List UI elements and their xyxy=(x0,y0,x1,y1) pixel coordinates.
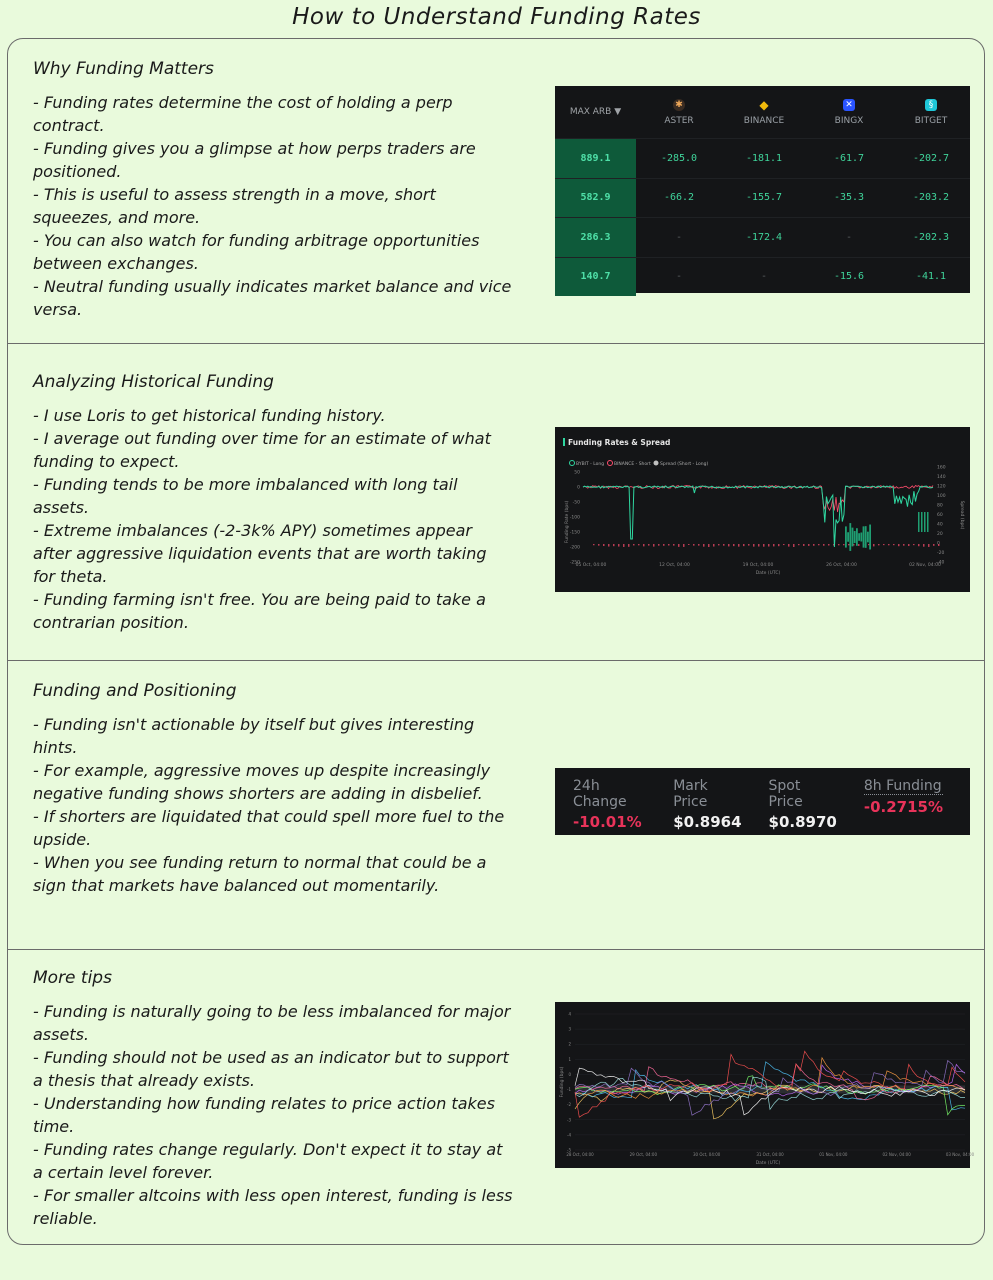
x-tick-label: 02 Nov, 04:00 xyxy=(882,1152,911,1157)
y2-tick-label: -20 xyxy=(937,551,945,556)
y-tick-label: -200 xyxy=(569,545,580,551)
stat-24h-change xyxy=(573,778,646,831)
funding-cell: -61.7 xyxy=(806,138,892,178)
y-tick-label: -4 xyxy=(567,1132,571,1138)
spread-bar xyxy=(818,544,820,545)
stat-label: Spot Price xyxy=(768,778,803,810)
x-tick-label: 28 Oct, 04:00 xyxy=(566,1152,594,1157)
x-tick-label: 05 Oct, 04:00 xyxy=(575,563,607,568)
legend-spread: Spread (Short - Long) xyxy=(660,462,709,467)
x-tick-label: 12 Oct, 04:00 xyxy=(659,563,690,568)
spread-bar xyxy=(658,544,660,546)
bullet: - Funding rates change regularly. Don't expect it to stay at a certain level forever. xyxy=(33,1140,503,1182)
x-axis-ticks xyxy=(566,1152,974,1157)
spread-bar xyxy=(618,544,620,547)
y-axis-label: Funding (bps) xyxy=(560,1066,565,1098)
x-tick-label: 19 Oct, 04:00 xyxy=(742,563,774,568)
stat-label: Mark Price xyxy=(673,778,708,810)
max-arb-cell: 140.7 xyxy=(555,257,636,297)
y-axis-ticks xyxy=(570,470,580,566)
aster-icon: ✱ xyxy=(673,99,685,111)
spread-bar xyxy=(856,528,858,546)
multi-funding-chart-panel xyxy=(555,1002,975,1168)
spread-bar xyxy=(923,544,925,547)
spread-bar xyxy=(828,544,830,546)
spread-bar xyxy=(860,533,862,542)
funding-chart-panel xyxy=(555,427,970,592)
section-more-tips xyxy=(8,949,984,1246)
spread-bar xyxy=(793,544,795,547)
funding-cell: -181.1 xyxy=(722,138,806,178)
y-tick-label: -5 xyxy=(567,1147,571,1153)
spread-bar xyxy=(893,544,895,545)
bullet: - If shorters are liquidated that could spell more fuel to the upside. xyxy=(33,807,505,849)
bullet: - For example, aggressive moves up despite increasingly negative funding shows shorters are adding in disbelief. xyxy=(33,761,491,803)
max-arb-cell: 582.9 xyxy=(555,178,636,218)
spread-bar xyxy=(863,526,865,547)
bullet: - Extreme imbalances (-2-3k% APY) sometimes appear after aggressive liquidation events that are worth taking for theta. xyxy=(33,521,487,586)
y2-tick-label: 80 xyxy=(937,503,943,509)
x-tick-label: 03 Nov, 04:00 xyxy=(945,1152,975,1157)
y-tick-label: 0 xyxy=(568,1071,571,1077)
bullet: - Neutral funding usually indicates market balance and vice versa. xyxy=(33,277,512,319)
spread-bar xyxy=(888,544,890,545)
spread-bars xyxy=(593,512,940,551)
y-tick-label: 0 xyxy=(577,485,580,491)
funding-cell: -41.1 xyxy=(892,257,970,297)
funding-cell: -285.0 xyxy=(636,138,722,178)
funding-series-lines xyxy=(575,1051,965,1119)
spread-bar xyxy=(918,512,920,532)
x-axis-ticks xyxy=(576,562,941,568)
max-arb-header[interactable]: MAX ARB ▼ xyxy=(569,107,622,117)
y-tick-label: 50 xyxy=(574,470,580,476)
chart-legend xyxy=(570,461,709,468)
section-heading: Analyzing Historical Funding xyxy=(33,372,274,392)
section-body xyxy=(33,404,513,634)
spread-bar xyxy=(698,544,700,546)
exchange-header-bitget xyxy=(892,86,970,138)
spread-bar xyxy=(723,544,725,546)
content-card xyxy=(7,38,985,1245)
y-tick-label: -250 xyxy=(569,560,580,566)
y-tick-label: -1 xyxy=(567,1087,571,1093)
spread-bar xyxy=(638,544,640,545)
x-tick-label: 01 Nov, 04:00 xyxy=(819,1152,848,1157)
spread-bar xyxy=(648,544,650,546)
spread-bar xyxy=(869,525,871,550)
stat-value: $0.8970 xyxy=(768,813,837,831)
y-tick-label: 4 xyxy=(568,1011,571,1017)
x-tick-label: 02 Nov, 04:00 xyxy=(909,563,941,568)
funding-cell: -155.7 xyxy=(722,178,806,218)
y2-axis-label: Spread (bps) xyxy=(959,500,964,530)
spread-bar xyxy=(858,533,860,541)
spread-bar xyxy=(908,544,910,546)
spread-bar xyxy=(778,544,780,546)
funding-cell: -202.3 xyxy=(892,217,970,257)
funding-cell: - xyxy=(806,217,892,257)
spread-bar xyxy=(845,526,847,547)
spread-bar xyxy=(743,544,745,546)
spread-bar xyxy=(865,526,867,548)
spread-bar xyxy=(847,532,849,542)
y-tick-label: -50 xyxy=(572,500,580,506)
spread-bar xyxy=(913,544,915,545)
spread-bar xyxy=(718,544,720,545)
spread-bar xyxy=(924,512,926,532)
y2-tick-label: 160 xyxy=(937,465,946,471)
funding-cell: -15.6 xyxy=(806,257,892,297)
y-tick-label: -3 xyxy=(567,1117,571,1123)
arb-table xyxy=(555,86,970,293)
bullet: - Funding isn't actionable by itself but gives interesting hints. xyxy=(33,715,475,757)
y-tick-label: 3 xyxy=(568,1026,571,1032)
spread-bar xyxy=(838,544,840,545)
section-heading: More tips xyxy=(33,968,112,988)
title-accent xyxy=(563,438,565,446)
bullet: - For smaller altcoins with less open interest, funding is less reliable. xyxy=(33,1186,513,1228)
spread-bar xyxy=(921,512,923,532)
spread-bar xyxy=(788,544,790,547)
max-arb-cell: 889.1 xyxy=(555,138,636,178)
bullet: - This is useful to assess strength in a move, short squeezes, and more. xyxy=(33,185,436,227)
spread-bar xyxy=(703,544,705,547)
spread-bar xyxy=(593,544,595,545)
spread-bar xyxy=(643,544,645,546)
spread-bar xyxy=(608,544,610,547)
section-body xyxy=(33,1000,513,1230)
legend-spread-marker xyxy=(654,461,659,466)
bullet: - When you see funding return to normal that could be a sign that markets have balanced out momentarily. xyxy=(33,853,487,895)
exchange-header-bingx xyxy=(806,86,892,138)
spread-bar xyxy=(653,544,655,547)
bullet: - Funding is naturally going to be less imbalanced for major assets. xyxy=(33,1002,511,1044)
spread-bar xyxy=(843,544,845,545)
spread-bar xyxy=(733,544,735,546)
legend-long-marker xyxy=(570,461,575,466)
x-axis-label: Date (UTC) xyxy=(755,1161,781,1166)
y2-tick-label: -40 xyxy=(937,560,945,566)
spread-bar xyxy=(808,544,810,546)
spread-bar xyxy=(858,544,860,546)
spread-bar xyxy=(883,544,885,545)
exchange-header-binance xyxy=(722,86,806,138)
y-tick-label: 2 xyxy=(568,1041,571,1047)
spread-bar xyxy=(708,544,710,547)
stat-value: $0.8964 xyxy=(673,813,742,831)
bullet: - I average out funding over time for an estimate of what funding to expect. xyxy=(33,429,491,471)
stat-label: 24h Change xyxy=(573,778,627,810)
binance-icon: ◆ xyxy=(759,97,769,112)
funding-cell: -35.3 xyxy=(806,178,892,218)
funding-cell: -66.2 xyxy=(636,178,722,218)
spread-bar xyxy=(738,544,740,547)
x-tick-label: 29 Oct, 04:00 xyxy=(629,1152,658,1157)
bullet: - Funding should not be used as an indicator but to support a thesis that already exists. xyxy=(33,1048,509,1090)
section-body xyxy=(33,91,513,321)
spread-bar xyxy=(628,544,630,547)
spread-bar xyxy=(903,544,905,546)
spread-bar xyxy=(673,544,675,546)
y2-tick-label: 100 xyxy=(937,494,946,499)
spread-bar xyxy=(668,544,670,545)
y-tick-label: -2 xyxy=(567,1102,571,1108)
page-title: How to Understand Funding Rates xyxy=(292,4,701,30)
spread-bar xyxy=(933,544,935,546)
spread-bar xyxy=(663,544,665,546)
y-tick-label: -100 xyxy=(569,515,580,521)
legend-long: BYBIT - Long xyxy=(576,462,605,467)
spread-bar xyxy=(758,544,760,547)
market-stats-panel xyxy=(555,768,970,835)
spread-bar xyxy=(813,544,815,546)
y-tick-label: -150 xyxy=(569,530,580,536)
bybit-long-line xyxy=(583,486,933,547)
stat-8h-funding[interactable] xyxy=(864,778,943,831)
spread-bar xyxy=(678,544,680,547)
section-historical xyxy=(8,343,984,660)
spread-bar xyxy=(928,544,930,547)
spread-bar xyxy=(798,544,800,545)
binance-short-line xyxy=(583,486,933,513)
spread-bar xyxy=(938,544,940,546)
funding-cell: - xyxy=(636,217,722,257)
spread-bar xyxy=(613,544,615,546)
spread-bar xyxy=(898,544,900,546)
stat-value: -10.01% xyxy=(573,813,642,831)
stat-value: -0.2715% xyxy=(863,798,943,816)
y-axis-label: Funding Rate (bps) xyxy=(565,500,570,544)
y2-tick-label: 140 xyxy=(937,475,946,480)
spread-bar xyxy=(748,544,750,546)
y2-tick-label: 40 xyxy=(937,522,943,528)
spread-bar xyxy=(783,544,785,545)
max-arb-cell: 286.3 xyxy=(555,217,636,257)
section-positioning xyxy=(8,660,984,949)
spread-bar xyxy=(823,544,825,546)
spread-bar xyxy=(873,544,875,546)
multi-funding-chart xyxy=(555,1002,975,1168)
bullet: - Funding gives you a glimpse at how perps traders are positioned. xyxy=(33,139,476,181)
x-tick-label: 31 Oct, 04:00 xyxy=(756,1152,784,1157)
y2-tick-label: 20 xyxy=(937,532,943,537)
section-heading: Why Funding Matters xyxy=(33,59,214,79)
spread-bar xyxy=(878,544,880,545)
stat-mark-price xyxy=(673,778,741,831)
spread-bar xyxy=(867,532,869,543)
spread-bar xyxy=(763,544,765,547)
x-tick-label: 30 Oct, 04:00 xyxy=(692,1152,721,1157)
spread-bar xyxy=(603,544,605,546)
section-body xyxy=(33,713,513,897)
exchange-name: BINGX xyxy=(834,115,864,126)
y-axis-ticks xyxy=(567,1012,571,1153)
spread-bar xyxy=(633,544,635,545)
spread-bar xyxy=(848,544,850,545)
spread-bar xyxy=(623,544,625,547)
funding-cell: - xyxy=(636,257,722,297)
spread-bar xyxy=(713,544,715,547)
stat-spot-price xyxy=(769,778,837,831)
spread-bar xyxy=(683,544,685,547)
spread-bar xyxy=(693,544,695,546)
funding-cell: -172.4 xyxy=(722,217,806,257)
exchange-header-aster xyxy=(636,86,722,138)
y2-tick-label: 60 xyxy=(937,513,943,518)
x-axis-label: Date (UTC) xyxy=(755,571,781,576)
legend-short-marker xyxy=(608,461,613,466)
bullet: - Funding tends to be more imbalanced with long tail assets. xyxy=(33,475,458,517)
x-tick-label: 26 Oct, 04:00 xyxy=(826,563,857,568)
bullet: - Funding farming isn't free. You are being paid to take a contrarian position. xyxy=(33,590,486,632)
spread-bar xyxy=(852,528,854,547)
exchange-name: BINANCE xyxy=(743,115,785,126)
chart-title: Funding Rates & Spread xyxy=(568,438,671,447)
spread-bar xyxy=(773,544,775,546)
spread-bar xyxy=(753,544,755,547)
bullet: - You can also watch for funding arbitrage opportunities between exchanges. xyxy=(33,231,480,273)
funding-rates-chart xyxy=(555,427,970,592)
section-why-funding xyxy=(8,39,984,343)
section-heading: Funding and Positioning xyxy=(33,681,237,701)
legend-short: BINANCE - Short xyxy=(614,462,651,467)
bitget-icon: § xyxy=(925,99,937,111)
bullet: - Understanding how funding relates to price action takes time. xyxy=(33,1094,495,1136)
bullet: - Funding rates determine the cost of holding a perp contract. xyxy=(33,93,453,135)
spread-bar xyxy=(688,544,690,545)
bingx-icon: ✕ xyxy=(843,99,855,111)
spread-bar xyxy=(803,544,805,546)
spread-bar xyxy=(728,544,730,546)
spread-bar xyxy=(849,523,851,551)
funding-cell: -203.2 xyxy=(892,178,970,218)
stat-label: 8h Funding xyxy=(863,778,942,794)
funding-cell: -202.7 xyxy=(892,138,970,178)
y2-axis-ticks xyxy=(937,465,946,566)
exchange-name: BITGET xyxy=(914,115,948,126)
spread-bar xyxy=(598,544,600,546)
stats-row xyxy=(555,768,970,831)
y-tick-label: 1 xyxy=(568,1056,571,1062)
spread-bar xyxy=(927,512,929,532)
bullet: - I use Loris to get historical funding history. xyxy=(33,406,386,425)
spread-bar xyxy=(768,544,770,546)
spread-bar xyxy=(918,544,920,546)
spread-bar xyxy=(854,531,856,543)
arb-table-panel xyxy=(555,86,970,293)
funding-cell: - xyxy=(722,257,806,297)
exchange-name: ASTER xyxy=(664,115,694,126)
y2-tick-label: 120 xyxy=(937,484,946,490)
